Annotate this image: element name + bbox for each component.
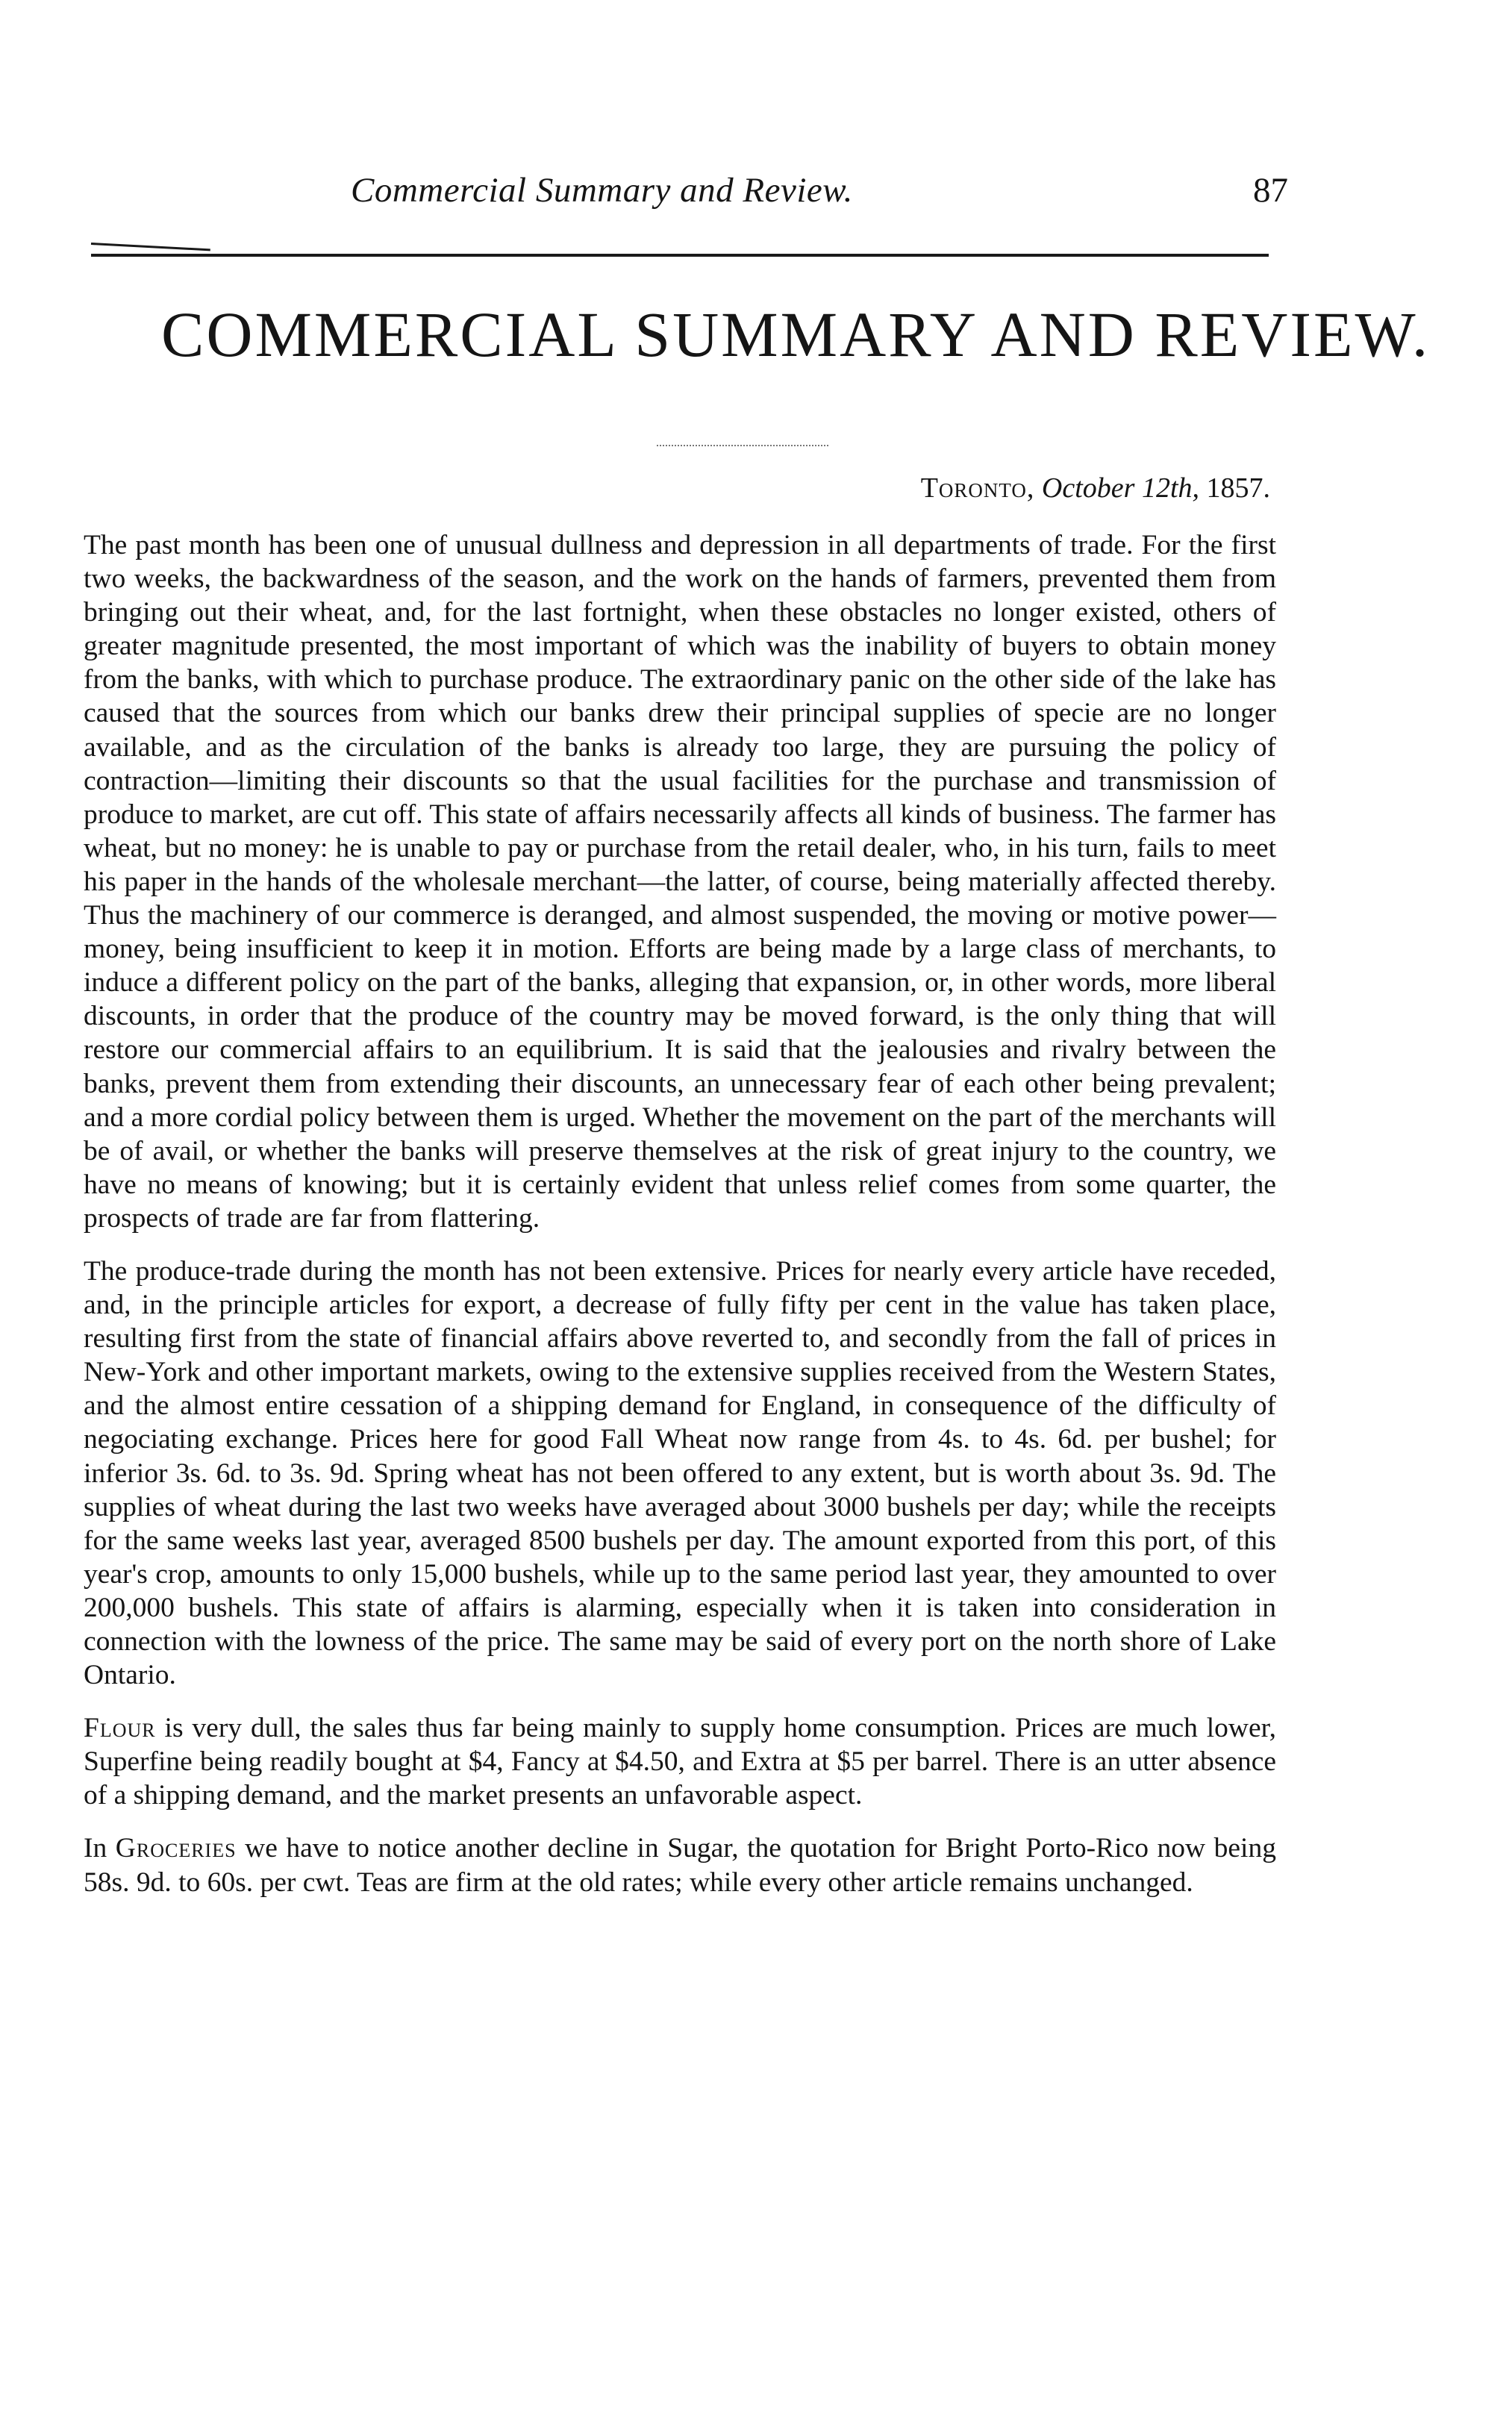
paragraph-groceries	[84, 1831, 1276, 1899]
flour-lead-word: Flour	[84, 1713, 156, 1744]
groceries-pre: In	[84, 1833, 116, 1864]
running-head: Commercial Summary and Review.	[351, 171, 853, 210]
dateline-place: Toronto,	[920, 472, 1035, 504]
paragraph-produce-trade: The produce-trade during the month has not been extensive. Prices for nearly every article have receded, and, in the principle articles for export, a decrease of fully fifty per cent in the value has taken place, resulting first from the state of financial affairs above reverted to, and secondly from the fall of prices in New-York and other important markets, owing to the extensive supplies received from the Western States, and the almost entire cessation of a shipping demand for England, in consequence of the difficulty of negociating exchange. Prices here for good Fall Wheat now range from 4s. to 4s. 6d. per bushel; for inferior 3s. 6d. to 3s. 9d. Spring wheat has not been offered to any extent, but is worth about 3s. 9d. The supplies of wheat during the last two weeks have averaged about 3000 bushels per day; while the receipts for the same weeks last year, averaged 8500 bushels per day. The amount exported from this port, of this year's crop, amounts to only 15,000 bushels, while up to the same period last year, they amounted to over 200,000 bushels. This state of affairs is alarming, especially when it is taken into consideration in connection with the lowness of the price. The same may be said of every port on the north shore of Lake Ontario.	[84, 1255, 1276, 1691]
header-rule-flourish	[91, 243, 210, 251]
page-number: 87	[1253, 171, 1288, 210]
article-body	[84, 528, 1276, 1899]
dateline	[921, 472, 1270, 504]
paragraph-flour	[84, 1711, 1276, 1812]
groceries-text: we have to notice another decline in Sugar, the quotation for Bright Porto-Rico now being 58s. 9d. to 60s. per cwt. Teas are firm at the old rates; while every other article remains unchanged.	[84, 1833, 1276, 1898]
flour-text: is very dull, the sales thus far being mainly to supply home consumption. Prices are much lower, Superfine being readily bought at $4, Fancy at $4.50, and Extra at $5 per barrel. There is an utter absence of a shipping demand, and the market presents an unfavorable aspect.	[84, 1713, 1276, 1811]
dateline-date: October 12th,	[1041, 472, 1199, 504]
article-title: COMMERCIAL SUMMARY AND REVIEW.	[161, 299, 1431, 370]
groceries-lead-word: Groceries	[115, 1833, 237, 1864]
dateline-year: 1857.	[1206, 472, 1270, 504]
paragraph-money-market: The past month has been one of unusual dullness and depression in all departments of trade. For the first two weeks, the backwardness of the season, and the work on the hands of farmers, prevented them from bringing out their wheat, and, for the last fortnight, when these obstacles no longer existed, others of greater magnitude presented, the most important of which was the inability of buyers to obtain money from the banks, with which to purchase produce. The extraordinary panic on the other side of the lake has caused that the sources from which our banks drew their principal supplies of specie are no longer available, and as the circulation of the banks is already too large, they are pursuing the policy of contraction—limiting their discounts so that the usual facilities for the purchase and transmission of produce to market, are cut off. This state of affairs necessarily affects all kinds of business. The farmer has wheat, but no money: he is unable to pay or purchase from the retail dealer, who, in his turn, fails to meet his paper in the hands of the wholesale merchant—the latter, of course, being materially affected thereby. Thus the machinery of our commerce is deranged, and almost suspended, the moving or motive power—money, being insufficient to keep it in motion. Efforts are being made by a large class of merchants, to induce a different policy on the part of the banks, alleging that expansion, or, in other words, more liberal discounts, in order that the produce of the country may be moved forward, is the only thing that will restore our commercial affairs to an equilibrium. It is said that the jealousies and rivalry between the banks, prevent them from extending their discounts, an unnecessary fear of each other being prevalent; and a more cordial policy between them is urged. Whether the movement on the part of the merchants will be of avail, or whether the banks will preserve themselves at the risk of great injury to the country, we have no means of knowing; but it is certainly evident that unless relief comes from some quarter, the prospects of trade are far from flattering.	[84, 530, 1276, 1234]
header-rule	[91, 254, 1269, 257]
title-ornament	[657, 445, 828, 446]
